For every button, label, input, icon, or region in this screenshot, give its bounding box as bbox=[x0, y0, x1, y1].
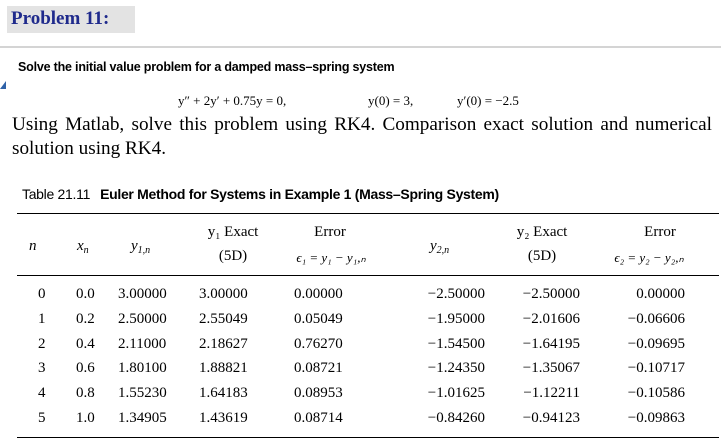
table-header-rule bbox=[17, 275, 719, 276]
header-y1n-sub: 1,n bbox=[137, 245, 151, 256]
cell-y1e: 1.64183 bbox=[199, 385, 248, 401]
cell-y2e: −0.94123 bbox=[522, 410, 580, 426]
cell-e2: −0.09695 bbox=[627, 336, 685, 352]
table-number: Table 21.11 bbox=[22, 186, 91, 202]
header-error-2: Error bbox=[644, 224, 676, 240]
cell-y1n: 1.55230 bbox=[118, 385, 167, 401]
header-y2n-sub: 2,n bbox=[436, 245, 450, 256]
cell-y1e: 3.00000 bbox=[199, 286, 248, 302]
header-error-1: Error bbox=[314, 224, 346, 240]
table-caption bbox=[22, 186, 499, 202]
margin-marker bbox=[0, 81, 6, 89]
cell-x: 0.2 bbox=[76, 311, 95, 327]
initial-condition-2: y′(0) = −2.5 bbox=[457, 93, 519, 108]
header-y2n bbox=[430, 237, 449, 260]
cell-e1: 0.05049 bbox=[294, 311, 343, 327]
cell-y1e: 2.18627 bbox=[199, 336, 248, 352]
cell-y1e: 1.43619 bbox=[199, 410, 248, 426]
problem-statement: Solve the initial value problem for a damped mass–spring system bbox=[18, 60, 395, 74]
cell-y1n: 1.34905 bbox=[118, 410, 167, 426]
divider bbox=[0, 46, 721, 48]
cell-n: 2 bbox=[38, 336, 46, 352]
initial-condition-1: y(0) = 3, bbox=[368, 93, 414, 108]
table-title: Euler Method for Systems in Example 1 (Mass–Spring System) bbox=[100, 186, 499, 202]
header-xn bbox=[77, 237, 89, 260]
cell-y2e: −1.12211 bbox=[523, 385, 580, 401]
problem-title: Problem 11: bbox=[11, 8, 110, 29]
cell-y2e: −2.50000 bbox=[522, 286, 580, 302]
cell-n: 3 bbox=[38, 360, 46, 376]
cell-e2: −0.06606 bbox=[627, 311, 685, 327]
cell-n: 0 bbox=[38, 286, 46, 302]
cell-y1n: 1.80100 bbox=[118, 360, 167, 376]
table-top-rule bbox=[17, 213, 719, 214]
table-bottom-rule bbox=[17, 437, 719, 438]
header-n: n bbox=[29, 238, 37, 254]
cell-y2n: −2.50000 bbox=[427, 286, 485, 302]
header-y2-exact-5d: (5D) bbox=[527, 248, 557, 264]
cell-x: 0.0 bbox=[76, 286, 95, 302]
header-y2n-main: y bbox=[430, 238, 437, 254]
header-y1-exact-5d: (5D) bbox=[218, 248, 248, 264]
cell-x: 0.8 bbox=[76, 385, 95, 401]
cell-e1: 0.00000 bbox=[294, 286, 343, 302]
cell-y2e: −1.64195 bbox=[522, 336, 580, 352]
cell-x: 1.0 bbox=[76, 410, 95, 426]
cell-n: 5 bbox=[38, 410, 46, 426]
cell-e1: 0.08714 bbox=[294, 410, 343, 426]
cell-e1: 0.08953 bbox=[294, 385, 343, 401]
header-xn-sub: n bbox=[83, 245, 89, 256]
cell-y2n: −1.01625 bbox=[427, 385, 485, 401]
task-description: Using Matlab, solve this problem using RK4. Comparison exact solution and numerical solution using RK4. bbox=[12, 114, 712, 159]
cell-e2: −0.10717 bbox=[627, 360, 685, 376]
cell-x: 0.4 bbox=[76, 336, 95, 352]
cell-y2n: −1.24350 bbox=[427, 360, 485, 376]
cell-y1n: 2.11000 bbox=[118, 336, 167, 352]
cell-y2n: −1.54500 bbox=[427, 336, 485, 352]
header-xn-main: x bbox=[77, 238, 84, 254]
cell-y2n: −0.84260 bbox=[427, 410, 485, 426]
cell-y2e: −1.35067 bbox=[522, 360, 580, 376]
header-epsilon-1: ϵ₁ = y₁ − y₁,ₙ bbox=[296, 250, 366, 265]
cell-y1e: 2.55049 bbox=[199, 311, 248, 327]
cell-x: 0.6 bbox=[76, 360, 95, 376]
cell-e2: −0.10586 bbox=[627, 385, 685, 401]
header-y1n bbox=[131, 237, 150, 260]
cell-y1n: 2.50000 bbox=[118, 311, 167, 327]
cell-e1: 0.08721 bbox=[294, 360, 343, 376]
cell-n: 4 bbox=[38, 385, 46, 401]
cell-y1n: 3.00000 bbox=[118, 286, 167, 302]
header-epsilon-2: ϵ₂ = y₂ − y₂,ₙ bbox=[614, 250, 684, 265]
cell-n: 1 bbox=[38, 311, 46, 327]
header-y1n-main: y bbox=[131, 238, 138, 254]
cell-e2: 0.00000 bbox=[636, 286, 685, 302]
cell-e1: 0.76270 bbox=[294, 336, 343, 352]
cell-y1e: 1.88821 bbox=[199, 360, 248, 376]
cell-e2: −0.09863 bbox=[627, 410, 685, 426]
cell-y2n: −1.95000 bbox=[427, 311, 485, 327]
ode-equation: y″ + 2y′ + 0.75y = 0, bbox=[178, 93, 287, 108]
cell-y2e: −2.01606 bbox=[522, 311, 580, 327]
header-y2-exact: y₂ Exact bbox=[516, 224, 568, 240]
header-y1-exact: y₁ Exact bbox=[207, 224, 259, 240]
